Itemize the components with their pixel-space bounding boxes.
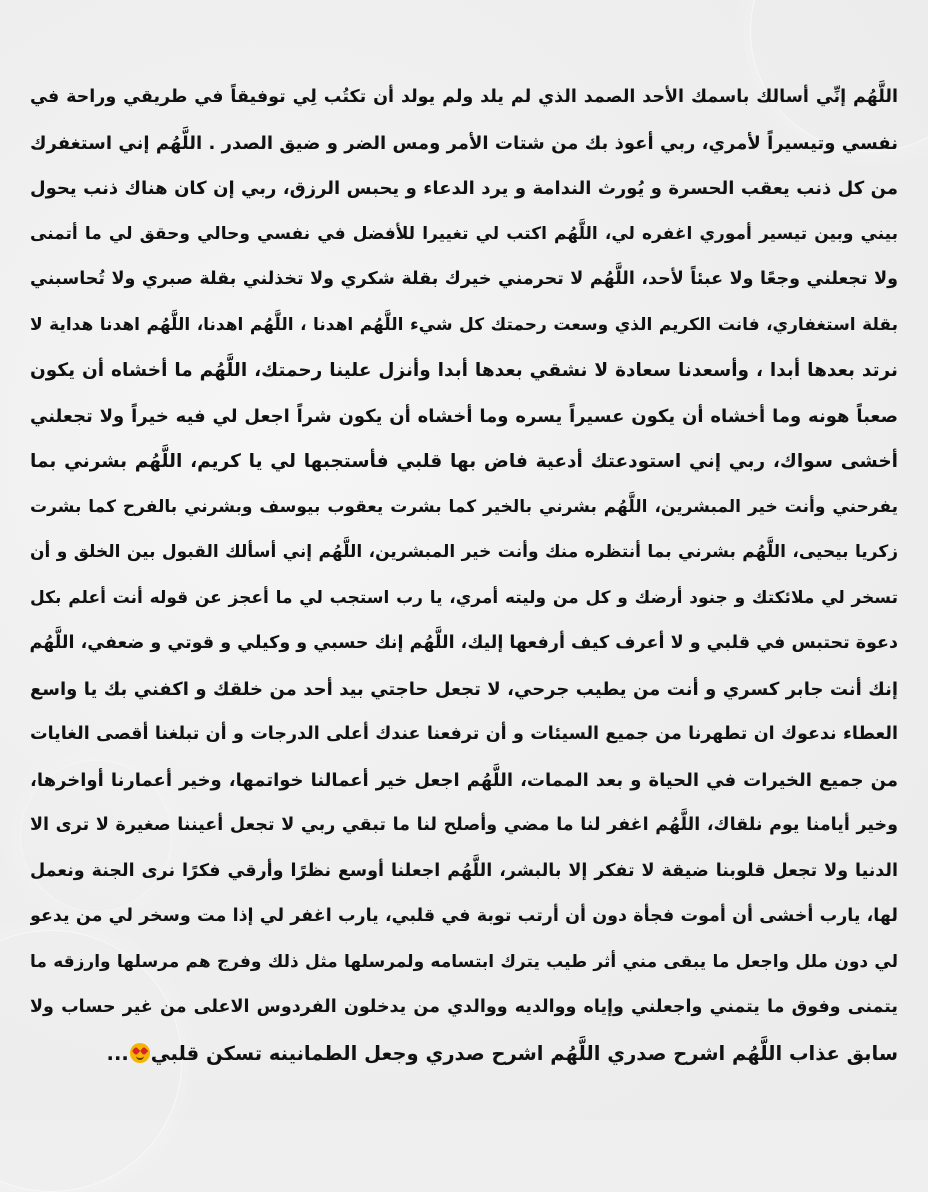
text-line: يتمنى وفوق ما يتمني واجعلني وإياه ووالديه ووالدي من يدخلون الفردوس الاعلى من غير حساب ولا xyxy=(30,997,898,1017)
text-line: بقلة استغفاري، فانت الكريم الذي وسعت رحمتك كل شيء اللَّهُم اهدنا ، اللَّهُم اهدنا، اللَّهُم اهدنا هداية لا xyxy=(30,314,898,335)
text-line: من كل ذنب يعقب الحسرة و يُورث الندامة و يرد الدعاء و يحبس الرزق، ربي إن كان هناك ذنب يحول xyxy=(30,178,898,199)
text-line: زكريا بيحيى، اللَّهُم بشرني بما أنتظره منك وأنت خير المبشرين، اللَّهُم إني أسألك القبول بين الخلق و أن xyxy=(30,542,898,562)
text-line: أخشى سواك، ربي إني استودعتك أدعية فاض بها قلبي فأستجبها لي يا كريم، اللَّهُم بشرني بما xyxy=(30,451,898,472)
text-line: من جميع الخيرات في الحياة و بعد الممات، اللَّهُم اجعل خير أعمالنا خواتمها، وخير أعمارنا أواخرها، xyxy=(30,769,898,791)
text-line-last xyxy=(30,1031,898,1077)
text-line: نرتد بعدها أبدا ، وأسعدنا سعادة لا نشقي بعدها أبدا وأنزل علينا رحمتك، اللَّهُم ما أخشاه أن يكون xyxy=(30,360,898,381)
text-line: لها، يارب أخشى أن أموت فجأة دون أن أرتب توبة في قلبي، يارب اغفر لي إذا مت وسخر لي من يدعو xyxy=(30,906,898,926)
text-line: العطاء ندعوك ان تطهرنا من جميع السيئات و أن ترفعنا عندك أعلى الدرجات و أن تبلغنا أقصى الغايات xyxy=(30,724,898,744)
ending-ellipsis: ... xyxy=(106,1041,129,1065)
text-line: لي دون ملل واجعل ما يبقى مني أثر طيب يترك ابتسامه ولمرسلها مثل ذلك وفرج هم مرسلها وارزقه ما xyxy=(30,951,898,972)
text-line: صعباً هونه وما أخشاه أن يكون عسيراً يسره وما أخشاه أن يكون شراً اجعل لي فيه خيراً ولا تجعلني xyxy=(30,405,898,427)
text-line: بيني وبين تيسير أموري اغفره لي، اللَّهُم اكتب لي تغييرا للأفضل في نفسي وحالي وحقق لي ما أتمنى xyxy=(30,223,898,244)
text-line: دعوة تحتبس في قلبي و لا أعرف كيف أرفعها إليك، اللَّهُم إنك حسبي و وكيلي و قوتي و ضعفي، اللَّهُم xyxy=(30,633,898,653)
text-line: الدنيا ولا تجعل قلوبنا ضيقة لا تفكر إلا بالبشر، اللَّهُم اجعلنا أوسع نظرًا وأرقي فكرًا نرى الجنة ونعمل xyxy=(30,860,898,881)
prayer-text xyxy=(30,75,898,1076)
text-line: تسخر لي ملائكتك و جنود أرضك و كل من وليته أمري، يا رب استجب لي ما أعجز عن قوله أنت أعلم بكل xyxy=(30,587,898,608)
text-line: إنك أنت جابر كسري و أنت من يطيب جرحي، لا تجعل حاجتي بيد أحد من خلقك و اكفني بك يا واسع xyxy=(30,678,898,700)
heart-eyes-emoji-icon xyxy=(130,1043,150,1063)
text-line: يفرحني وأنت خير المبشرين، اللَّهُم بشرني بالخير كما بشرت يعقوب بيوسف وبشرني بالفرح كما بشرت xyxy=(30,496,898,517)
last-line-text: سابق عذاب اللَّهُم اشرح صدري اللَّهُم اشرح صدري وجعل الطمانينه تسكن قلبي xyxy=(150,1041,898,1065)
text-line: اللَّهُم إنِّي أسالك باسمك الأحد الصمد الذي لم يلد ولم يولد أن تكتُب لِي توفيقاً في طريقي وراحة في xyxy=(30,87,898,107)
text-line: ولا تجعلني وجعًا ولا عبئاً لأحد، اللَّهُم لا تحرمني خيرك بقلة شكري ولا تخذلني بقلة صبري ولا تُحاسبني xyxy=(30,269,898,289)
text-line: وخير أيامنا يوم نلقاك، اللَّهُم اغفر لنا ما مضي وأصلح لنا ما تبقي ربي لا تجعل أعيننا صغيرة لا ترى الا xyxy=(30,815,898,835)
text-line: نفسي وتيسيراً لأمري، ربي أعوذ بك من شتات الأمر ومس الضر و ضيق الصدر . اللَّهُم إني استغفرك xyxy=(30,132,898,154)
